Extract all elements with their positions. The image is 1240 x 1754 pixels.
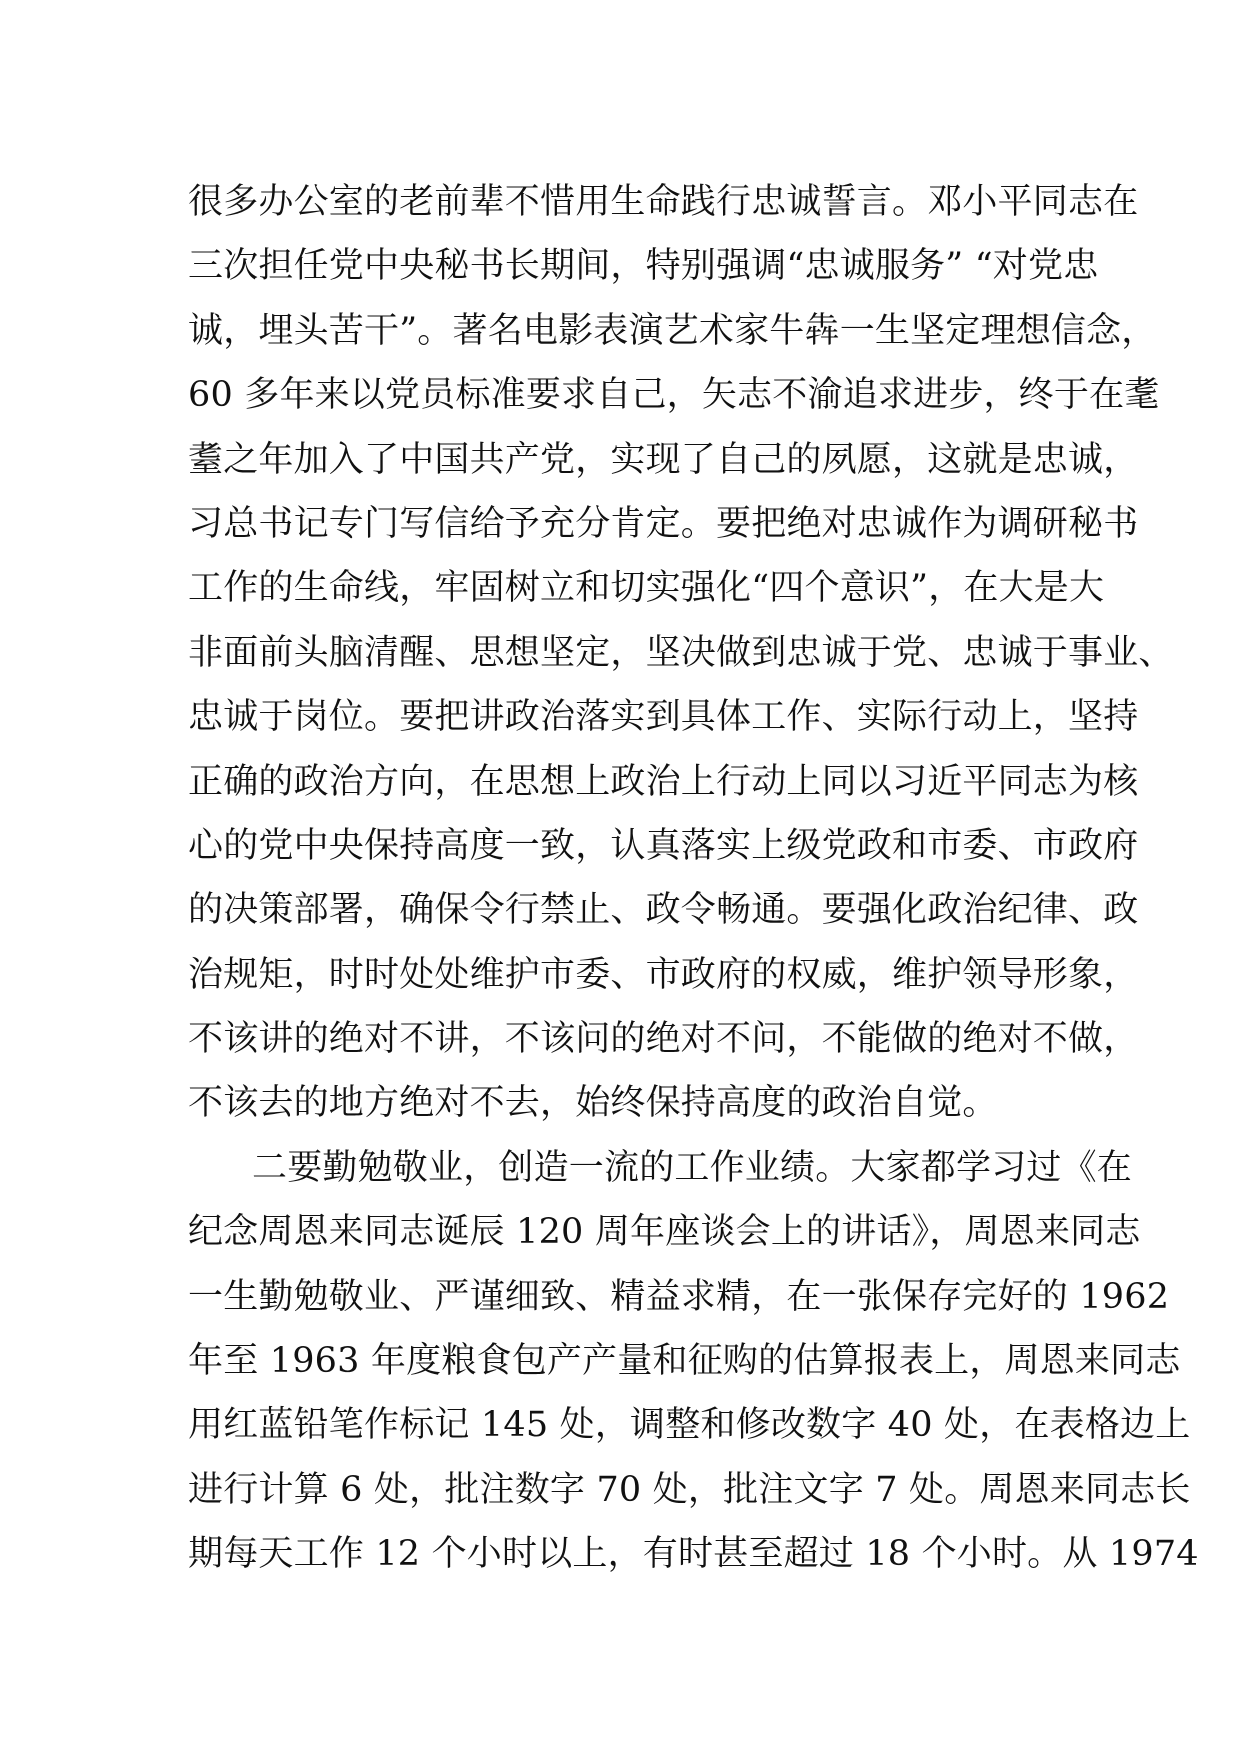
text-line: 治规矩，时时处处维护市委、市政府的权威，维护领导形象， [188, 954, 1139, 995]
paragraph-start-line: 二要勤勉敬业，创造一流的工作业绩。大家都学习过《在 [252, 1147, 1133, 1188]
text-line: 非面前头脑清醒、思想坚定，坚决做到忠诚于党、忠诚于事业、 [188, 632, 1174, 673]
text-line: 工作的生命线，牢固树立和切实强化“四个意识”，在大是大 [188, 568, 1105, 609]
text-line: 忠诚于岗位。要把讲政治落实到具体工作、实际行动上，坚持 [188, 697, 1139, 738]
text-line: 正确的政治方向，在思想上政治上行动上同以习近平同志为核 [188, 761, 1139, 802]
text-line: 三次担任党中央秘书长期间，特别强调“忠诚服务” “对党忠 [188, 246, 1099, 287]
text-line: 用红蓝铅笔作标记 145 处，调整和修改数字 40 处，在表格边上 [188, 1405, 1191, 1446]
text-line: 年至 1963 年度粮食包产产量和征购的估算报表上，周恩来同志 [188, 1341, 1181, 1382]
text-line: 一生勤勉敬业、严谨细致、精益求精，在一张保存完好的 1962 [188, 1276, 1170, 1317]
text-line: 纪念周恩来同志诞辰 120 周年座谈会上的讲话》，周恩来同志 [188, 1212, 1141, 1253]
text-line: 很多办公室的老前辈不惜用生命践行忠诚誓言。邓小平同志在 [188, 182, 1139, 222]
text-line: 的决策部署，确保令行禁止、政令畅通。要强化政治纪律、政 [188, 890, 1139, 931]
text-line: 不该讲的绝对不讲，不该问的绝对不问，不能做的绝对不做， [188, 1019, 1139, 1060]
text-line: 诚，埋头苦干”。著名电影表演艺术家牛犇一生坚定理想信念， [188, 310, 1157, 351]
text-line: 耋之年加入了中国共产党，实现了自己的夙愿，这就是忠诚， [188, 439, 1139, 480]
body-text [188, 170, 1199, 1587]
text-line: 不该去的地方绝对不去，始终保持高度的政治自觉。 [188, 1083, 998, 1124]
text-line: 60 多年来以党员标准要求自己，矢志不渝追求进步，终于在耄 [188, 375, 1160, 416]
text-line: 期每天工作 12 个小时以上，有时甚至超过 18 个小时。从 1974 [188, 1534, 1199, 1575]
text-line: 进行计算 6 处，批注数字 70 处，批注文字 7 处。周恩来同志长 [188, 1469, 1191, 1510]
text-line: 心的党中央保持高度一致，认真落实上级党政和市委、市政府 [188, 825, 1139, 866]
text-line: 习总书记专门写信给予充分肯定。要把绝对忠诚作为调研秘书 [188, 503, 1139, 544]
